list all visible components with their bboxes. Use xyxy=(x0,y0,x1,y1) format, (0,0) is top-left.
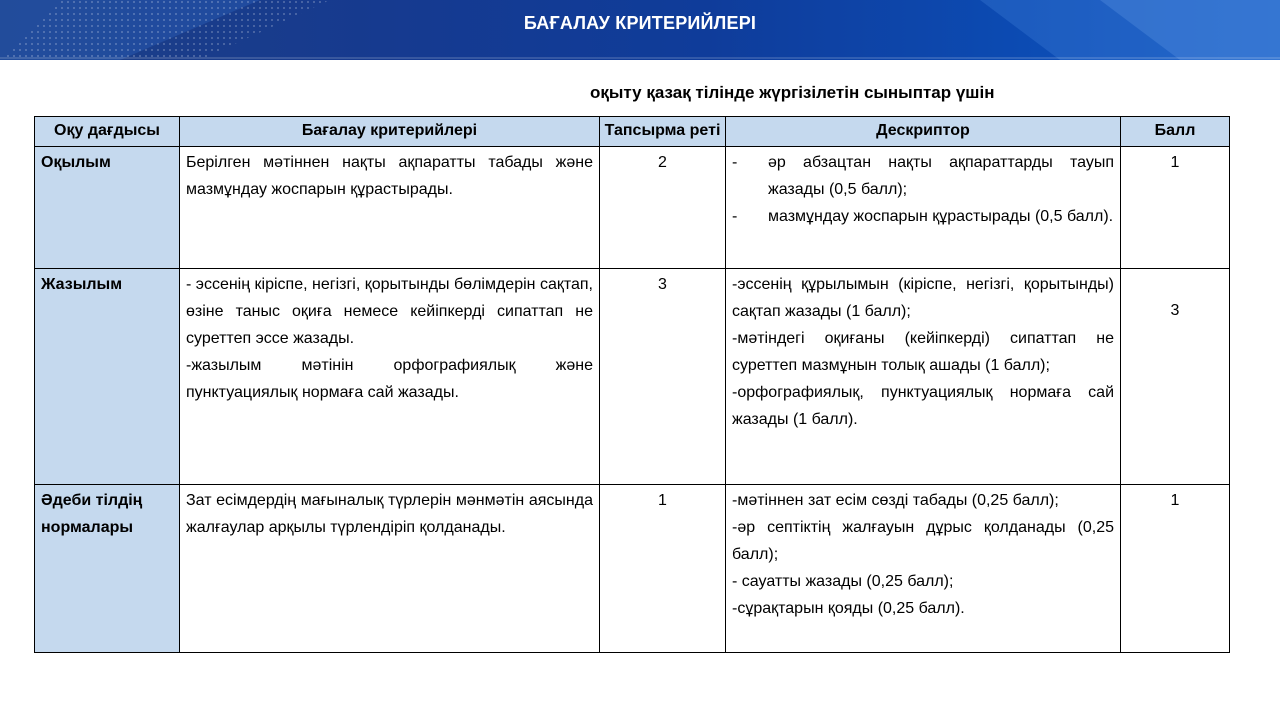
criteria-text: Зат есімдердің мағыналық түрлерін мәнмәтін аясында жалғаулар арқылы түрлендіріп қолданады. xyxy=(186,492,593,536)
score-cell: 1 xyxy=(1121,485,1230,653)
criteria-text: -жазылым мәтінін орфографиялық және пунктуациялық нормаға сай жазады. xyxy=(186,357,593,401)
task-number: 2 xyxy=(600,147,726,269)
score-cell xyxy=(1121,269,1230,485)
criteria-cell xyxy=(180,485,600,653)
criteria-text: Берілген мәтіннен нақты ақпаратты табады және мазмұндау жоспарын құрастырады. xyxy=(186,154,593,198)
descriptor-text: -әр септіктің жалғауын дұрыс қолданады (0,25 балл); xyxy=(732,519,1114,563)
descriptor-cell xyxy=(726,147,1121,269)
header-skill: Оқу дағдысы xyxy=(35,117,180,147)
descriptor-cell xyxy=(726,269,1121,485)
table-row xyxy=(35,147,1230,269)
descriptor-text: -мәтіннен зат есім сөзді табады (0,25 балл); xyxy=(732,492,1059,509)
descriptor-text: мазмұндау жоспарын құрастырады (0,5 балл). xyxy=(768,208,1114,225)
criteria-cell xyxy=(180,147,600,269)
criteria-text: - эссенің кіріспе, негізгі, қорытынды бөлімдерін сақтап, өзіне таныс оқиға немесе кейіпкерді сипаттап не суреттеп эссе жазады. xyxy=(186,276,593,347)
header-criteria: Бағалау критерийлері xyxy=(180,117,600,147)
score-value: 3 xyxy=(1170,302,1180,319)
descriptor-cell xyxy=(726,485,1121,653)
descriptor-item: - әр абзацтан нақты ақпараттарды тауып жазады (0,5 балл); xyxy=(732,149,1114,203)
page-subtitle: оқыту қазақ тілінде жүргізілетін сыныптар үшін xyxy=(590,83,995,102)
criteria-cell xyxy=(180,269,600,485)
descriptor-text: -сұрақтарын қояды (0,25 балл). xyxy=(732,600,965,617)
skill-cell: Оқылым xyxy=(35,147,180,269)
descriptor-text: - сауатты жазады (0,25 балл); xyxy=(732,573,954,590)
table-header-row xyxy=(35,117,1230,147)
header-banner xyxy=(0,0,1280,60)
score-cell: 1 xyxy=(1121,147,1230,269)
header-descriptor: Дескриптор xyxy=(726,117,1121,147)
table-row xyxy=(35,269,1230,485)
header-score: Балл xyxy=(1121,117,1230,147)
descriptor-text: -орфографиялық, пунктуациялық нормаға сай жазады (1 балл). xyxy=(732,384,1114,428)
page-title: БАҒАЛАУ КРИТЕРИЙЛЕРІ xyxy=(523,12,757,33)
header-task: Тапсырма реті xyxy=(600,117,726,147)
skill-cell: Әдеби тілдің нормалары xyxy=(35,485,180,653)
table-row xyxy=(35,485,1230,653)
descriptor-text: -эссенің құрылымын (кіріспе, негізгі, қорытынды) сақтап жазады (1 балл); xyxy=(732,276,1114,320)
descriptor-text: әр абзацтан нақты ақпараттарды тауып жазады (0,5 балл); xyxy=(768,154,1114,198)
skill-cell: Жазылым xyxy=(35,269,180,485)
descriptor-item: - мазмұндау жоспарын құрастырады (0,5 балл). xyxy=(732,203,1114,230)
task-number: 3 xyxy=(600,269,726,485)
task-number: 1 xyxy=(600,485,726,653)
criteria-table xyxy=(34,116,1230,653)
descriptor-text: -мәтіндегі оқиғаны (кейіпкерді) сипаттап не суреттеп мазмұнын толық ашады (1 балл); xyxy=(732,330,1114,374)
